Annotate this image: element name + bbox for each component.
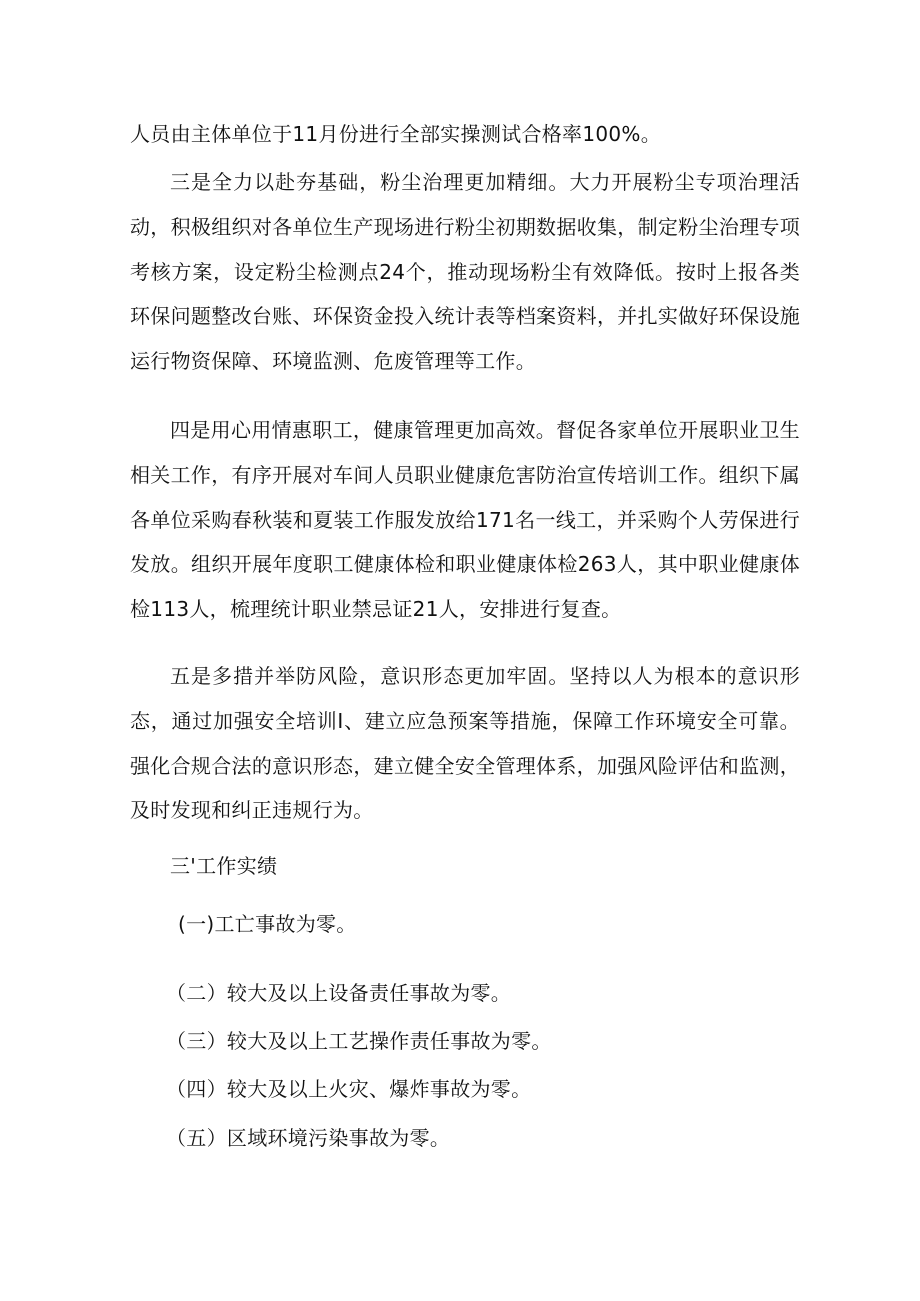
- paragraph-risk-prevention: 五是多措并举防风险，意识形态更加牢固。坚持以人为根本的意识形态，通过加强安全培训I、建立应急预案等措施，保障工作环境安全可靠。强化合规合法的意识形态，建立健全安全管理体系，加强风险评估和监测，及时发现和纠正违规行为。: [130, 664, 800, 823]
- result-item-fatal-accidents: (一)工亡事故为零。: [178, 912, 357, 936]
- paragraph-health-management: 四是用心用情惠职工，健康管理更加高效。督促各家单位开展职业卫生相关工作，有序开展对车间人员职业健康危害防治宣传培训工作。组织下属各单位采购春秋装和夏装工作服发放给171名一线工，并采购个人劳保进行发放。组织开展年度职工健康体检和职业健康体检263人，其中职业健康体检113人，梳理统计职业禁忌证21人，安排进行复查。: [130, 418, 800, 622]
- section-heading-work-results: 三'工作实绩: [170, 854, 278, 878]
- paragraph-safety-training-result: 人员由主体单位于11月份进行全部实操测试合格率100%。: [130, 122, 662, 146]
- result-item-pollution-accidents: （五）区域环境污染事故为零。: [166, 1126, 451, 1150]
- paragraph-dust-control: 三是全力以赴夯基础，粉尘治理更加精细。大力开展粉尘专项治理活动，积极组织对各单位生产现场进行粉尘初期数据收集，制定粉尘治理专项考核方案，设定粉尘检测点24个，推动现场粉尘有效降低。按时上报各类环保问题整改台账、环保资金投入统计表等档案资料，并扎实做好环保设施运行物资保障、环境监测、危废管理等工作。: [130, 170, 800, 374]
- result-item-fire-explosion-accidents: （四）较大及以上火灾、爆炸事故为零。: [166, 1077, 532, 1101]
- result-item-equipment-accidents: （二）较大及以上设备责任事故为零。: [166, 981, 512, 1005]
- result-item-process-accidents: （三）较大及以上工艺操作责任事故为零。: [166, 1029, 552, 1053]
